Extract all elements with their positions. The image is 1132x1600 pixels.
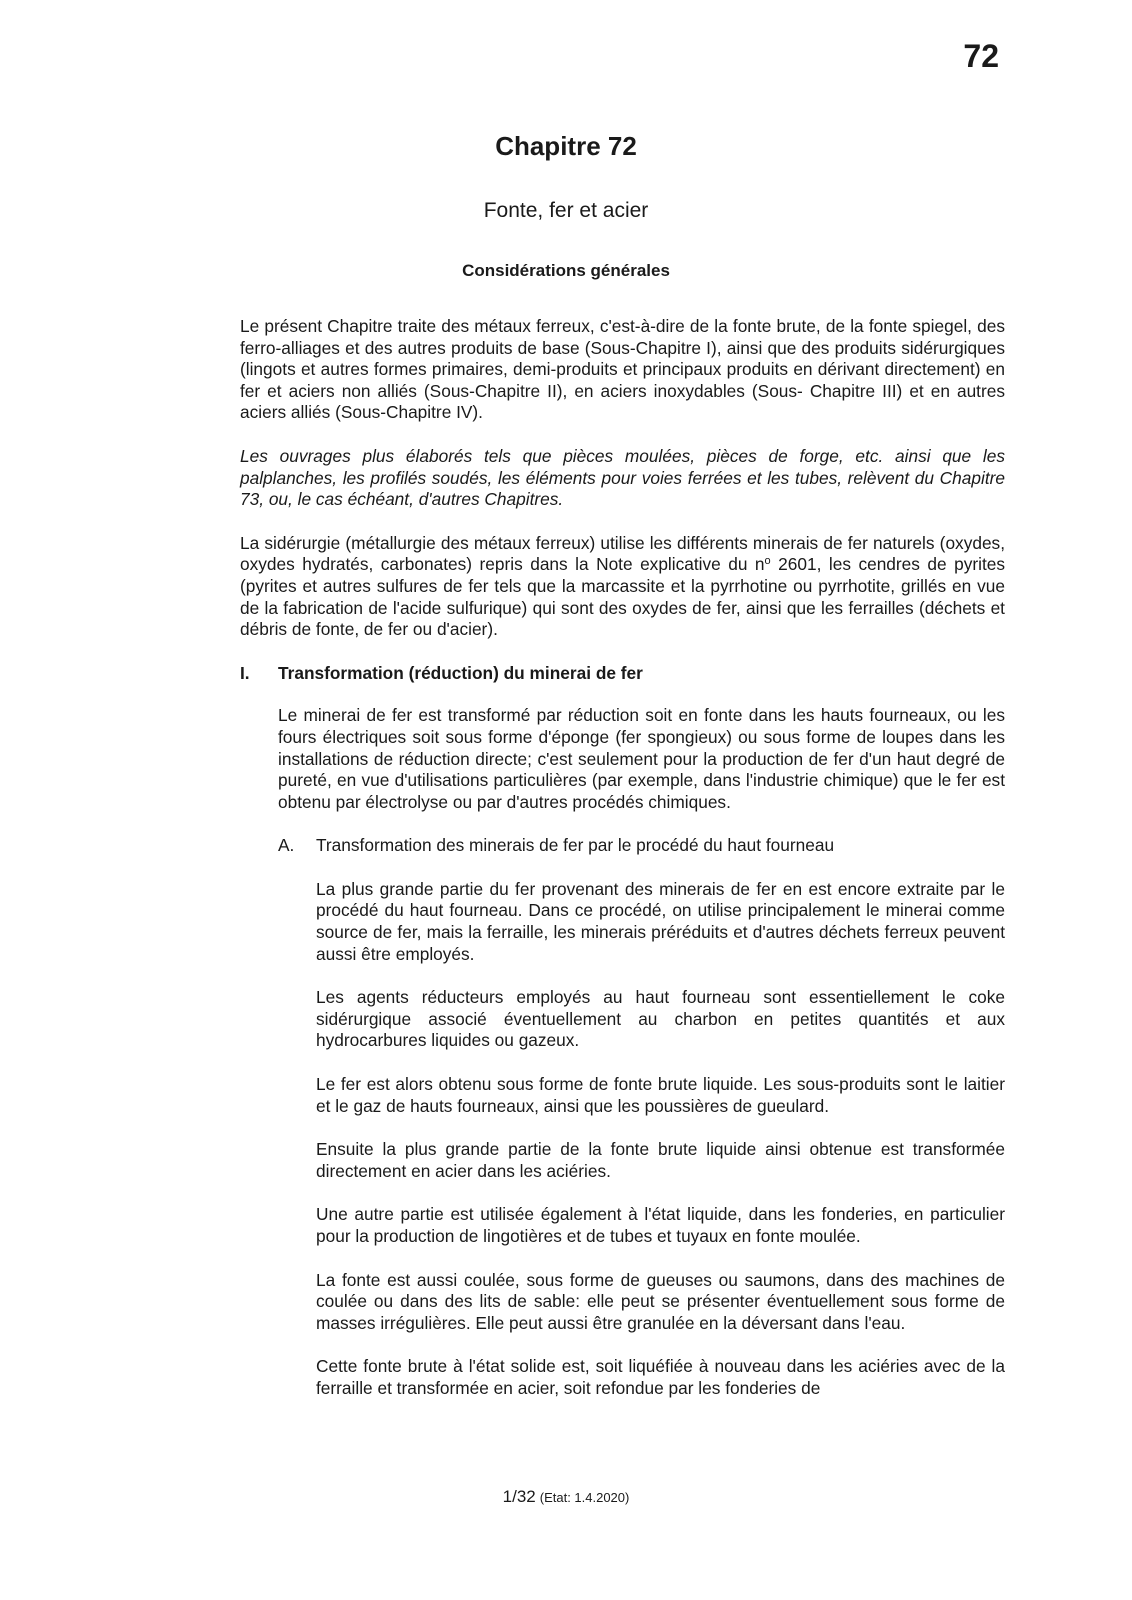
- footer-status: (Etat: 1.4.2020): [539, 1490, 630, 1505]
- subsection-a-content: [278, 879, 1005, 1400]
- subsection-paragraph: Ensuite la plus grande partie de la fonte brute liquide ainsi obtenue est transformée directement en acier dans les aciéries.: [316, 1139, 1005, 1181]
- paragraph-text: La sidérurgie (métallurgie des métaux ferreux) utilise les différents minerais de fer naturels (oxydes, oxydes hydratés, carbonates) repris dans la Note explicative du n: [240, 532, 1005, 575]
- section-i-content: [240, 705, 1005, 1399]
- subsection-title: Transformation des minerais de fer par le procédé du haut fourneau: [316, 835, 835, 856]
- section-title: Transformation (réduction) du minerai de fer: [278, 662, 643, 683]
- intro-paragraph-italic: Les ouvrages plus élaborés tels que pièces moulées, pièces de forge, etc. ainsi que les palplanches, les profilés soudés, les éléments pour voies ferrées et les tubes, relèvent du Chapitre 73, ou, le cas échéant, d'autres Chapitres.: [240, 445, 1005, 510]
- subsection-paragraph: La fonte est aussi coulée, sous forme de gueuses ou saumons, dans des machines de coulée ou dans des lits de sable: elle peut se présenter éventuellement sous forme de masses irrégulières. Elle peut aussi être granulée en la déversant dans l'eau.: [316, 1269, 1005, 1333]
- intro-paragraph: Le présent Chapitre traite des métaux ferreux, c'est-à-dire de la fonte brute, de la fonte spiegel, des ferro-alliages et des autres produits de base (Sous-Chapitre I), ainsi que des produits sidérurgiques (lingots et autres formes primaires, demi-produits et principaux produits en dérivant directement) en fer et aciers non alliés (Sous-Chapitre II), en aciers inoxydables (Sous- Chapitre III) et en autres aciers alliés (Sous-Chapitre IV).: [240, 316, 1005, 423]
- subsection-a-heading: [278, 835, 1005, 857]
- section-paragraph: Le minerai de fer est transformé par réduction soit en fonte dans les hauts fourneaux, ou les fours électriques soit sous forme d'éponge (fer spongieux) ou sous forme de loupes dans les installations de réduction directe; c'est seulement pour la production de fer d'un haut degré de pureté, en vue d'utilisations particulières (par exemple, dans l'industrie chimique) que le fer est obtenu par électrolyse ou par d'autres procédés chimiques.: [278, 705, 1005, 812]
- superscript: o: [764, 555, 771, 568]
- chapter-subtitle: Fonte, fer et acier: [483, 199, 649, 222]
- page-number: 72: [963, 38, 999, 74]
- section-i-heading: [240, 663, 1005, 685]
- subsection-paragraph: Cette fonte brute à l'état solide est, soit liquéfiée à nouveau dans les aciéries avec de la ferraille et transformée en acier, soit refondue par les fonderies de: [316, 1356, 1005, 1398]
- paragraph-text: 2601, les cendres de pyrites (pyrites et autres sulfures de fer tels que la marcassite et la pyrrhotine ou pyrrhotite, grillés en vue de la fabrication de l'acide sulfurique) qui sont des oxydes de fer, ainsi que les ferrailles (déchets et débris de fonte, de fer ou d'acier).: [240, 554, 1005, 640]
- section-heading: Considérations générales: [462, 261, 670, 280]
- subsection-paragraph: Le fer est alors obtenu sous forme de fonte brute liquide. Les sous-produits sont le laitier et le gaz de hauts fourneaux, ainsi que les poussières de gueulard.: [316, 1074, 1005, 1116]
- intro-paragraph: [240, 533, 1005, 641]
- page-footer: [0, 1488, 1132, 1505]
- subsection-letter: A.: [278, 835, 295, 856]
- document-body: [240, 316, 1005, 1422]
- footer-page-count: 1/32: [502, 1487, 536, 1506]
- subsection-paragraph: Les agents réducteurs employés au haut fourneau sont essentiellement le coke sidérurgique associé éventuellement au charbon en petites quantités et aux hydrocarbures liquides ou gazeux.: [316, 987, 1005, 1051]
- subsection-paragraph: La plus grande partie du fer provenant des minerais de fer en est encore extraite par le procédé du haut fourneau. Dans ce procédé, on utilise principalement le minerai comme source de fer, mais la ferraille, les minerais préréduits et d'autres déchets ferreux peuvent aussi être employés.: [316, 878, 1005, 964]
- subsection-paragraph: Une autre partie est utilisée également à l'état liquide, dans les fonderies, en particulier pour la production de lingotières et de tubes et tuyaux en fonte moulée.: [316, 1204, 1005, 1246]
- chapter-title: Chapitre 72: [495, 131, 637, 161]
- section-number: I.: [240, 662, 250, 683]
